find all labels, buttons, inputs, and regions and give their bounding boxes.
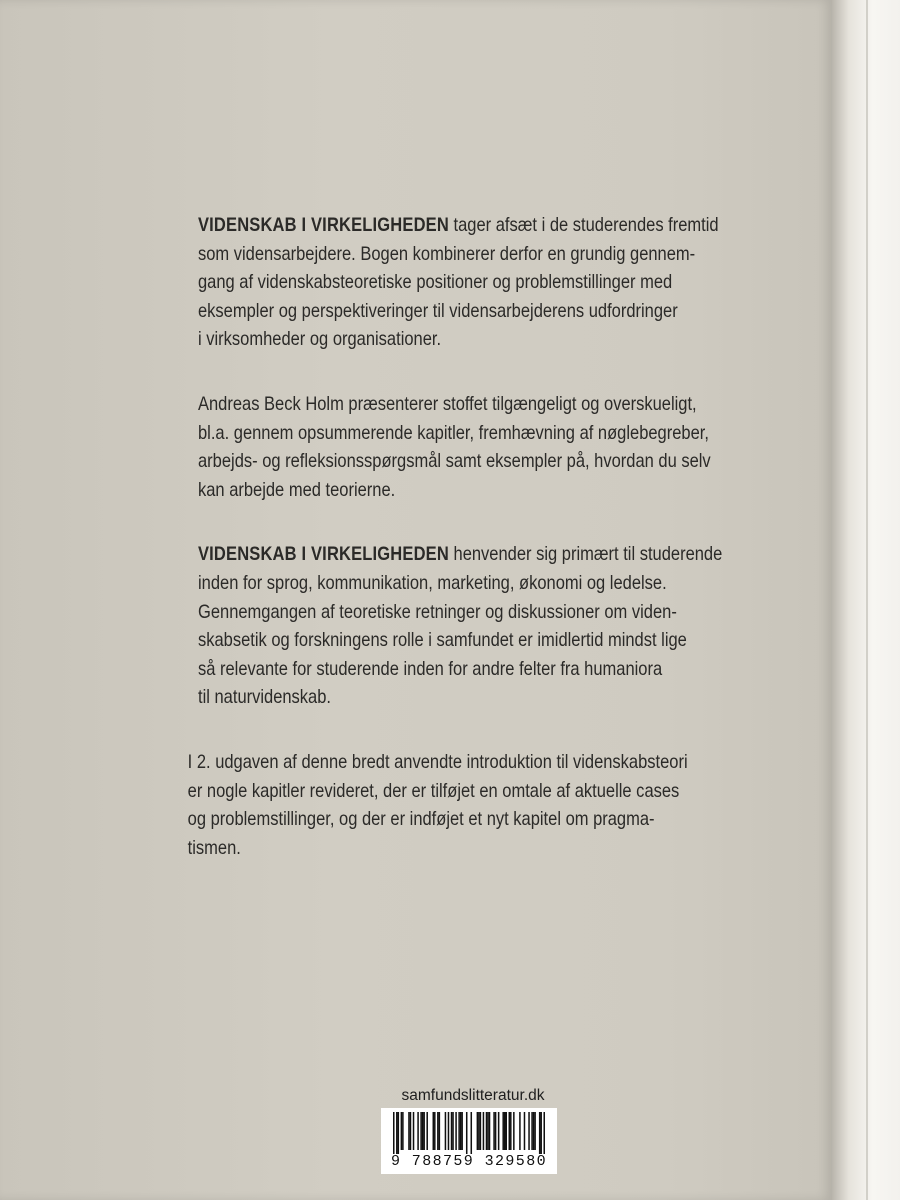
barcode-bar xyxy=(451,1112,453,1150)
barcode-bar xyxy=(423,1112,425,1150)
text-line: tismen. xyxy=(187,837,241,859)
isbn-barcode xyxy=(381,1108,557,1174)
isbn-digits: 9 788759 329580 xyxy=(390,1153,548,1170)
barcode-bar xyxy=(426,1112,428,1150)
barcode-bar xyxy=(480,1112,482,1150)
barcode-bar xyxy=(471,1112,473,1154)
publisher-url: samfundslitteratur.dk xyxy=(401,1087,545,1104)
barcode-bar xyxy=(422,1112,424,1150)
barcode-bar xyxy=(487,1112,489,1150)
barcode-bar xyxy=(510,1112,512,1150)
blurb-paragraph-1 xyxy=(198,212,719,355)
blurb-text xyxy=(187,212,723,863)
barcode-bar xyxy=(543,1112,545,1154)
barcode-bar xyxy=(458,1112,460,1150)
barcode-bar xyxy=(448,1112,450,1150)
barcode-bar xyxy=(524,1112,526,1150)
barcode-bar xyxy=(420,1112,422,1150)
barcode-bar xyxy=(410,1112,412,1150)
barcode-bar xyxy=(439,1112,441,1150)
text-line: Gennemgangen af teoretiske retninger og diskussioner om viden- xyxy=(198,601,677,623)
barcode-bar xyxy=(466,1112,468,1154)
barcode-bar xyxy=(478,1112,480,1150)
barcode-bar xyxy=(509,1112,511,1150)
barcode-bar xyxy=(461,1112,463,1150)
barcode-bar xyxy=(513,1112,515,1150)
text-line: til naturvidenskab. xyxy=(198,687,332,709)
barcode-bar xyxy=(483,1112,485,1150)
barcode-bar xyxy=(493,1112,495,1150)
text-line: inden for sprog, kommunikation, marketing, økonomi og ledelse. xyxy=(198,572,667,594)
text-line: I 2. udgaven af denne bredt anvendte introduktion til videnskabsteori xyxy=(187,751,688,773)
barcode-bar xyxy=(534,1112,536,1150)
barcode-bar xyxy=(533,1112,535,1150)
text-line: som vidensarbejdere. Bogen kombinerer derfor en grundig gennem- xyxy=(198,243,696,265)
barcode-bar xyxy=(437,1112,439,1150)
text-line: skabsetik og forskningens rolle i samfundet er imidlertid mindst lige xyxy=(198,630,687,652)
text-line: gang af videnskabsteoretiske positioner og problemstillinger med xyxy=(198,272,673,294)
page-edge-line xyxy=(866,0,868,1200)
text-line: bl.a. gennem opsummerende kapitler, fremhævning af nøglebegreber, xyxy=(198,422,709,444)
barcode-bar xyxy=(434,1112,436,1150)
barcode-bar xyxy=(495,1112,497,1150)
barcode-bar xyxy=(531,1112,533,1150)
barcode-bar xyxy=(452,1112,454,1150)
text-line: Andreas Beck Holm præsenterer stoffet tilgængeligt og overskueligt, xyxy=(198,393,697,415)
text-line: arbejds- og refleksionsspørgsmål samt eksempler på, hvordan du selv xyxy=(198,451,711,473)
barcode-bar xyxy=(408,1112,410,1150)
text-line: i virksomheder og organisationer. xyxy=(198,329,442,351)
barcode-bar xyxy=(539,1112,541,1154)
blurb-paragraph-4 xyxy=(187,749,690,863)
text-line: VIDENSKAB I VIRKELIGHEDEN tager afsæt i de studerendes fremtid xyxy=(198,215,719,236)
blurb-paragraph-2 xyxy=(198,391,711,505)
barcode-bar xyxy=(519,1112,521,1150)
barcode-bar xyxy=(413,1112,415,1150)
barcode-bar xyxy=(540,1112,542,1154)
barcode-bar xyxy=(504,1112,506,1150)
text-line: er nogle kapitler revideret, der er tilføjet en omtale af aktuelle cases xyxy=(187,780,680,802)
barcode-bar xyxy=(455,1112,457,1150)
barcode-bar xyxy=(489,1112,491,1150)
text-line: eksempler og perspektiveringer til vidensarbejderens udfordringer xyxy=(198,300,678,322)
barcode-bar xyxy=(445,1112,447,1150)
book-title-bold: VIDENSKAB I VIRKELIGHEDEN xyxy=(198,215,449,236)
barcode-bar xyxy=(460,1112,462,1150)
blurb-paragraph-3 xyxy=(198,541,723,713)
barcode-bar xyxy=(498,1112,500,1150)
text-line: og problemstillinger, og der er indføjet et nyt kapitel om pragma- xyxy=(187,809,655,831)
barcode-bar xyxy=(417,1112,419,1150)
barcode-bar xyxy=(401,1112,403,1150)
text-line: kan arbejde med teorierne. xyxy=(198,479,396,501)
barcode-bar xyxy=(396,1112,398,1154)
text-line: så relevante for studerende inden for andre felter fra humaniora xyxy=(198,658,663,680)
barcode-bar xyxy=(477,1112,479,1150)
barcode-bar xyxy=(433,1112,435,1150)
barcode-bar xyxy=(502,1112,504,1150)
barcode-bar xyxy=(528,1112,530,1150)
barcode-bar xyxy=(402,1112,404,1150)
barcode-bar xyxy=(398,1112,400,1154)
book-title-bold: VIDENSKAB I VIRKELIGHEDEN xyxy=(198,544,449,566)
barcode-bars xyxy=(393,1112,545,1154)
barcode-bar xyxy=(505,1112,507,1150)
text-line: VIDENSKAB I VIRKELIGHEDEN henvender sig primært til studerende xyxy=(198,544,723,566)
barcode-bar xyxy=(486,1112,488,1150)
barcode-bar xyxy=(393,1112,395,1154)
